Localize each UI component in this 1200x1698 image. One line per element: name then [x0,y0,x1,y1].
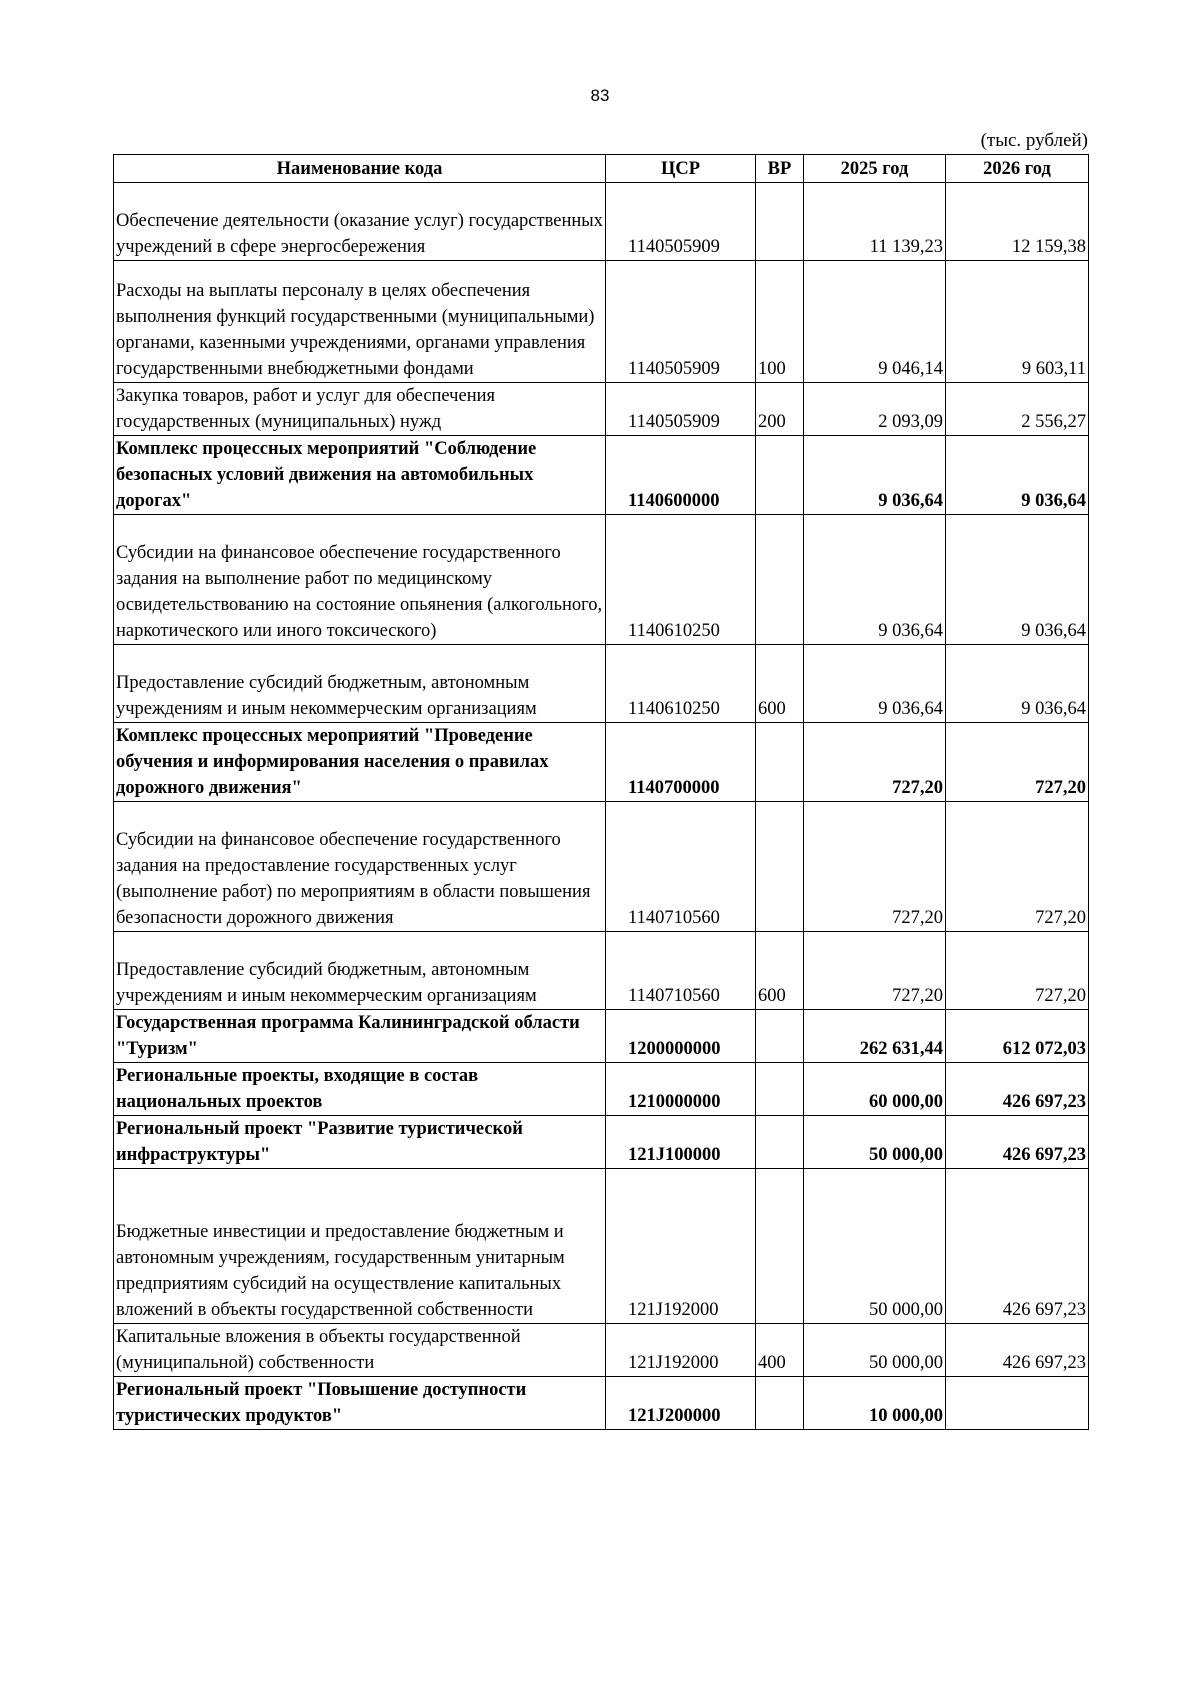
cell-2025: 10 000,00 [804,1377,946,1430]
cell-csr: 1140700000 [606,723,756,802]
table-row [114,1116,1089,1169]
cell-2026: 2 556,27 [946,383,1089,436]
cell-vr [756,183,804,261]
cell-name: Предоставление субсидий бюджетным, автономным учреждениям и иным некоммерческим организациям [114,645,606,723]
cell-2026: 9 036,64 [946,515,1089,645]
table-row [114,1324,1089,1377]
cell-csr: 1140505909 [606,383,756,436]
cell-name: Комплекс процессных мероприятий "Проведение обучения и информирования населения о правилах дорожного движения" [114,723,606,802]
table-row [114,261,1089,383]
cell-csr: 1140710560 [606,932,756,1010]
cell-vr [756,723,804,802]
cell-2026: 426 697,23 [946,1116,1089,1169]
cell-name: Комплекс процессных мероприятий "Соблюдение безопасных условий движения на автомобильных дорогах" [114,436,606,515]
cell-vr: 100 [756,261,804,383]
cell-name: Закупка товаров, работ и услуг для обеспечения государственных (муниципальных) нужд [114,383,606,436]
cell-csr: 1140710560 [606,802,756,932]
table-row [114,932,1089,1010]
header-2026: 2026 год [946,155,1089,183]
cell-name: Предоставление субсидий бюджетным, автономным учреждениям и иным некоммерческим организациям [114,932,606,1010]
cell-vr: 400 [756,1324,804,1377]
page-number: 83 [590,86,610,105]
cell-name: Субсидии на финансовое обеспечение государственного задания на предоставление государственных услуг (выполнение работ) по мероприятиям в области повышения безопасности дорожного движения [114,802,606,932]
table-row [114,515,1089,645]
cell-2026 [946,1377,1089,1430]
cell-vr [756,1010,804,1063]
table-row [114,645,1089,723]
table-row [114,436,1089,515]
cell-name: Региональные проекты, входящие в состав национальных проектов [114,1063,606,1116]
table-row [114,723,1089,802]
cell-2026: 612 072,03 [946,1010,1089,1063]
cell-csr: 1210000000 [606,1063,756,1116]
cell-vr [756,515,804,645]
cell-2026: 426 697,23 [946,1324,1089,1377]
cell-2026: 9 036,64 [946,436,1089,515]
table-row [114,1377,1089,1430]
cell-vr: 600 [756,932,804,1010]
cell-2025: 11 139,23 [804,183,946,261]
cell-vr: 600 [756,645,804,723]
cell-2026: 9 036,64 [946,645,1089,723]
cell-2025: 50 000,00 [804,1169,946,1324]
cell-csr: 121J192000 [606,1169,756,1324]
table-row [114,1169,1089,1324]
header-csr: ЦСР [606,155,756,183]
cell-name: Государственная программа Калининградской области "Туризм" [114,1010,606,1063]
cell-vr [756,1116,804,1169]
units-label: (тыс. рублей) [980,130,1088,151]
cell-name: Капитальные вложения в объекты государственной (муниципальной) собственности [114,1324,606,1377]
cell-2026: 727,20 [946,802,1089,932]
cell-vr [756,802,804,932]
header-name: Наименование кода [114,155,606,183]
cell-name: Расходы на выплаты персоналу в целях обеспечения выполнения функций государственными (муниципальными) органами, казенными учреждениями, органами управления государственными внебюджетными фондами [114,261,606,383]
cell-2025: 727,20 [804,802,946,932]
cell-2026: 12 159,38 [946,183,1089,261]
cell-csr: 121J192000 [606,1324,756,1377]
cell-2025: 9 036,64 [804,515,946,645]
cell-vr [756,436,804,515]
cell-csr: 121J100000 [606,1116,756,1169]
cell-2025: 50 000,00 [804,1324,946,1377]
cell-csr: 1140505909 [606,183,756,261]
cell-2025: 50 000,00 [804,1116,946,1169]
table-row [114,1010,1089,1063]
cell-vr: 200 [756,383,804,436]
table-row [114,1063,1089,1116]
cell-name: Региональный проект "Повышение доступности туристических продуктов" [114,1377,606,1430]
cell-vr [756,1377,804,1430]
cell-csr: 1140610250 [606,645,756,723]
cell-name: Обеспечение деятельности (оказание услуг) государственных учреждений в сфере энергосбережения [114,183,606,261]
budget-table [113,154,1089,1430]
cell-2026: 426 697,23 [946,1063,1089,1116]
cell-2026: 727,20 [946,723,1089,802]
cell-2026: 426 697,23 [946,1169,1089,1324]
table-row [114,802,1089,932]
cell-2025: 727,20 [804,932,946,1010]
table-body [114,183,1089,1430]
cell-vr [756,1063,804,1116]
cell-2025: 262 631,44 [804,1010,946,1063]
cell-csr: 1140600000 [606,436,756,515]
table-row [114,383,1089,436]
cell-csr: 1200000000 [606,1010,756,1063]
cell-2025: 9 046,14 [804,261,946,383]
table-row [114,183,1089,261]
cell-2026: 9 603,11 [946,261,1089,383]
cell-csr: 1140505909 [606,261,756,383]
cell-vr [756,1169,804,1324]
cell-csr: 1140610250 [606,515,756,645]
table-header-row [114,155,1089,183]
cell-name: Субсидии на финансовое обеспечение государственного задания на выполнение работ по медицинскому освидетельствованию на состояние опьянения (алкогольного, наркотического или иного токсического) [114,515,606,645]
header-vr: ВР [756,155,804,183]
cell-2025: 727,20 [804,723,946,802]
cell-2025: 60 000,00 [804,1063,946,1116]
cell-2025: 2 093,09 [804,383,946,436]
cell-2025: 9 036,64 [804,645,946,723]
header-2025: 2025 год [804,155,946,183]
cell-2025: 9 036,64 [804,436,946,515]
cell-csr: 121J200000 [606,1377,756,1430]
cell-name: Бюджетные инвестиции и предоставление бюджетным и автономным учреждениям, государственным унитарным предприятиям субсидий на осуществление капитальных вложений в объекты государственной собственности [114,1169,606,1324]
cell-name: Региональный проект "Развитие туристической инфраструктуры" [114,1116,606,1169]
cell-2026: 727,20 [946,932,1089,1010]
